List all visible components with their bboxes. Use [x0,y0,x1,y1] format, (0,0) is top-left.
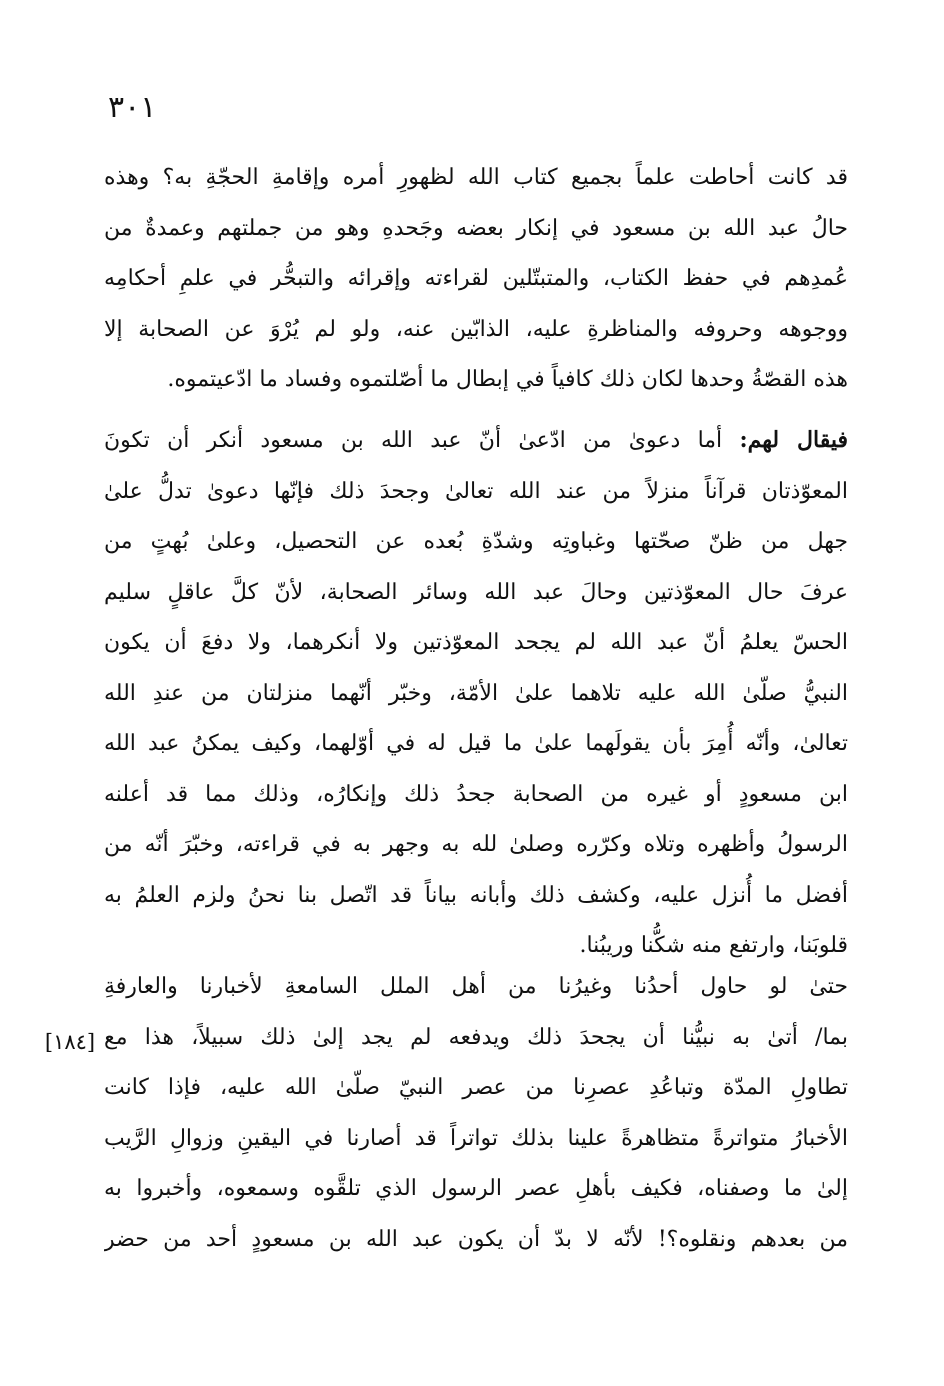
text-line: جهل من ظنّ صحّتها وغباوتِه وشدّةِ بُعده عن التحصيل، وعلىٰ بُهتٍ من [104,529,848,554]
text-line: تطاولِ المدّة وتباعُدِ عصرِنا من عصر النبيّ صلّىٰ الله عليه، فإذا كانت [104,1075,848,1100]
text-line: ابن مسعودٍ أو غيره من الصحابة جحدُ ذلك وإنكارُه، وذلك مما قد أعلنه [104,781,848,807]
paragraph-1 [104,153,848,406]
text-line: حالُ عبد الله بن مسعود في إنكار بعضه وجَحدهِ وهو من جملتهم وعمدةٌ من [104,215,848,241]
text-line: الرسولُ وأظهره وتلاه وكرّره وصلىٰ لله به وجهر به في قراءته، وخبّرَ أنّه من [104,832,848,857]
text-line: المعوّذتان قرآناً منزلاً من عند الله تعالىٰ وجحدَ ذلك فإنّها دعوىٰ تدلُّ علىٰ [104,478,848,504]
text-line: عُمدِهم في حفظ الكتاب، والمتبتّلين لقراءته وإقرائه والتبحُّر في علمِ أحكامِه [104,266,848,291]
text-line: قلوبَنا، وارتفع منه شكُّنا وريبُنا. [579,933,848,958]
text-line: إلىٰ ما وصفناه، فكيف بأهلِ عصر الرسول الذي تلقَّوه وسمعوه، وأخبروا به [104,1176,848,1201]
text-line: من بعدهم ونقلوه؟! لأنّه لا بدّ أن يكون عبد الله بن مسعودٍ أحد من حضر [104,1226,848,1252]
text-line: عرفَ حال المعوّذتين وحالَ عبد الله وسائر الصحابة، لأنّ كلَّ عاقلٍ سليم [104,579,848,605]
text-line: بما/ أتىٰ به نبيُّنا أن يجحدَ ذلك ويدفعه لم يجد إلىٰ ذلك سبيلاً، هذا مع [104,1024,848,1050]
text-line-rest: أما دعوىٰ من ادّعىٰ أنّ عبد الله بن مسعود أنكر أن تكونَ [104,428,740,453]
paragraph-2 [104,415,848,972]
text-line: ووجوهه وحروفه والمناظرةِ عليه، الذابّين عنه، ولو لم يُرْوَ عن الصحابة إلا [104,316,848,342]
text-line: أفضل ما أُنزل عليه، وكشف ذلك وأبانه بياناً قد اتّصل بنا نحنُ ولزم العلمُ به [104,882,848,908]
text-line: تعالىٰ، وأنّه أُمِرَ بأن يقولَهما علىٰ ما قيل له في أوّلهما، وكيف يمكنُ عبد الله [104,731,848,756]
margin-page-reference: [١٨٤] [44,1030,96,1054]
text-line: الأخبارُ متواترةً متظاهرةً علينا بذلك تواتراً قد أصارنا في اليقينِ وزوالِ الرَّيب [104,1125,848,1151]
paragraph-3 [104,962,848,1265]
text-line-first [104,415,848,467]
text-line: النبيُّ صلّىٰ الله عليه تلاهما علىٰ الأمّة، وخبّر أنّهما منزلتان من عندِ الله [104,680,848,706]
text-line: قد كانت أحاطت علماً بجميع كتاب الله لظهورِ أمره وإقامةِ الحجّةِ به؟ وهذه [104,165,848,190]
page-number: ٣٠١ [108,90,157,125]
paragraph-lead: فيقال لهم: [739,427,848,453]
text-line: حتىٰ لو حاول أحدُنا وغيرُنا من أهل الملل السامعةِ لأخبارنا والعارفةِ [104,974,848,999]
text-line: هذه القصّةُ وحدها لكان ذلك كافياً في إبطال ما أصّلتموه وفساد ما ادّعيتموه. [167,367,848,392]
text-line: الحسّ يعلمُ أنّ عبد الله لم يجحد المعوّذتين ولا أنكرهما، ولا دفعَ أن يكون [104,630,848,655]
